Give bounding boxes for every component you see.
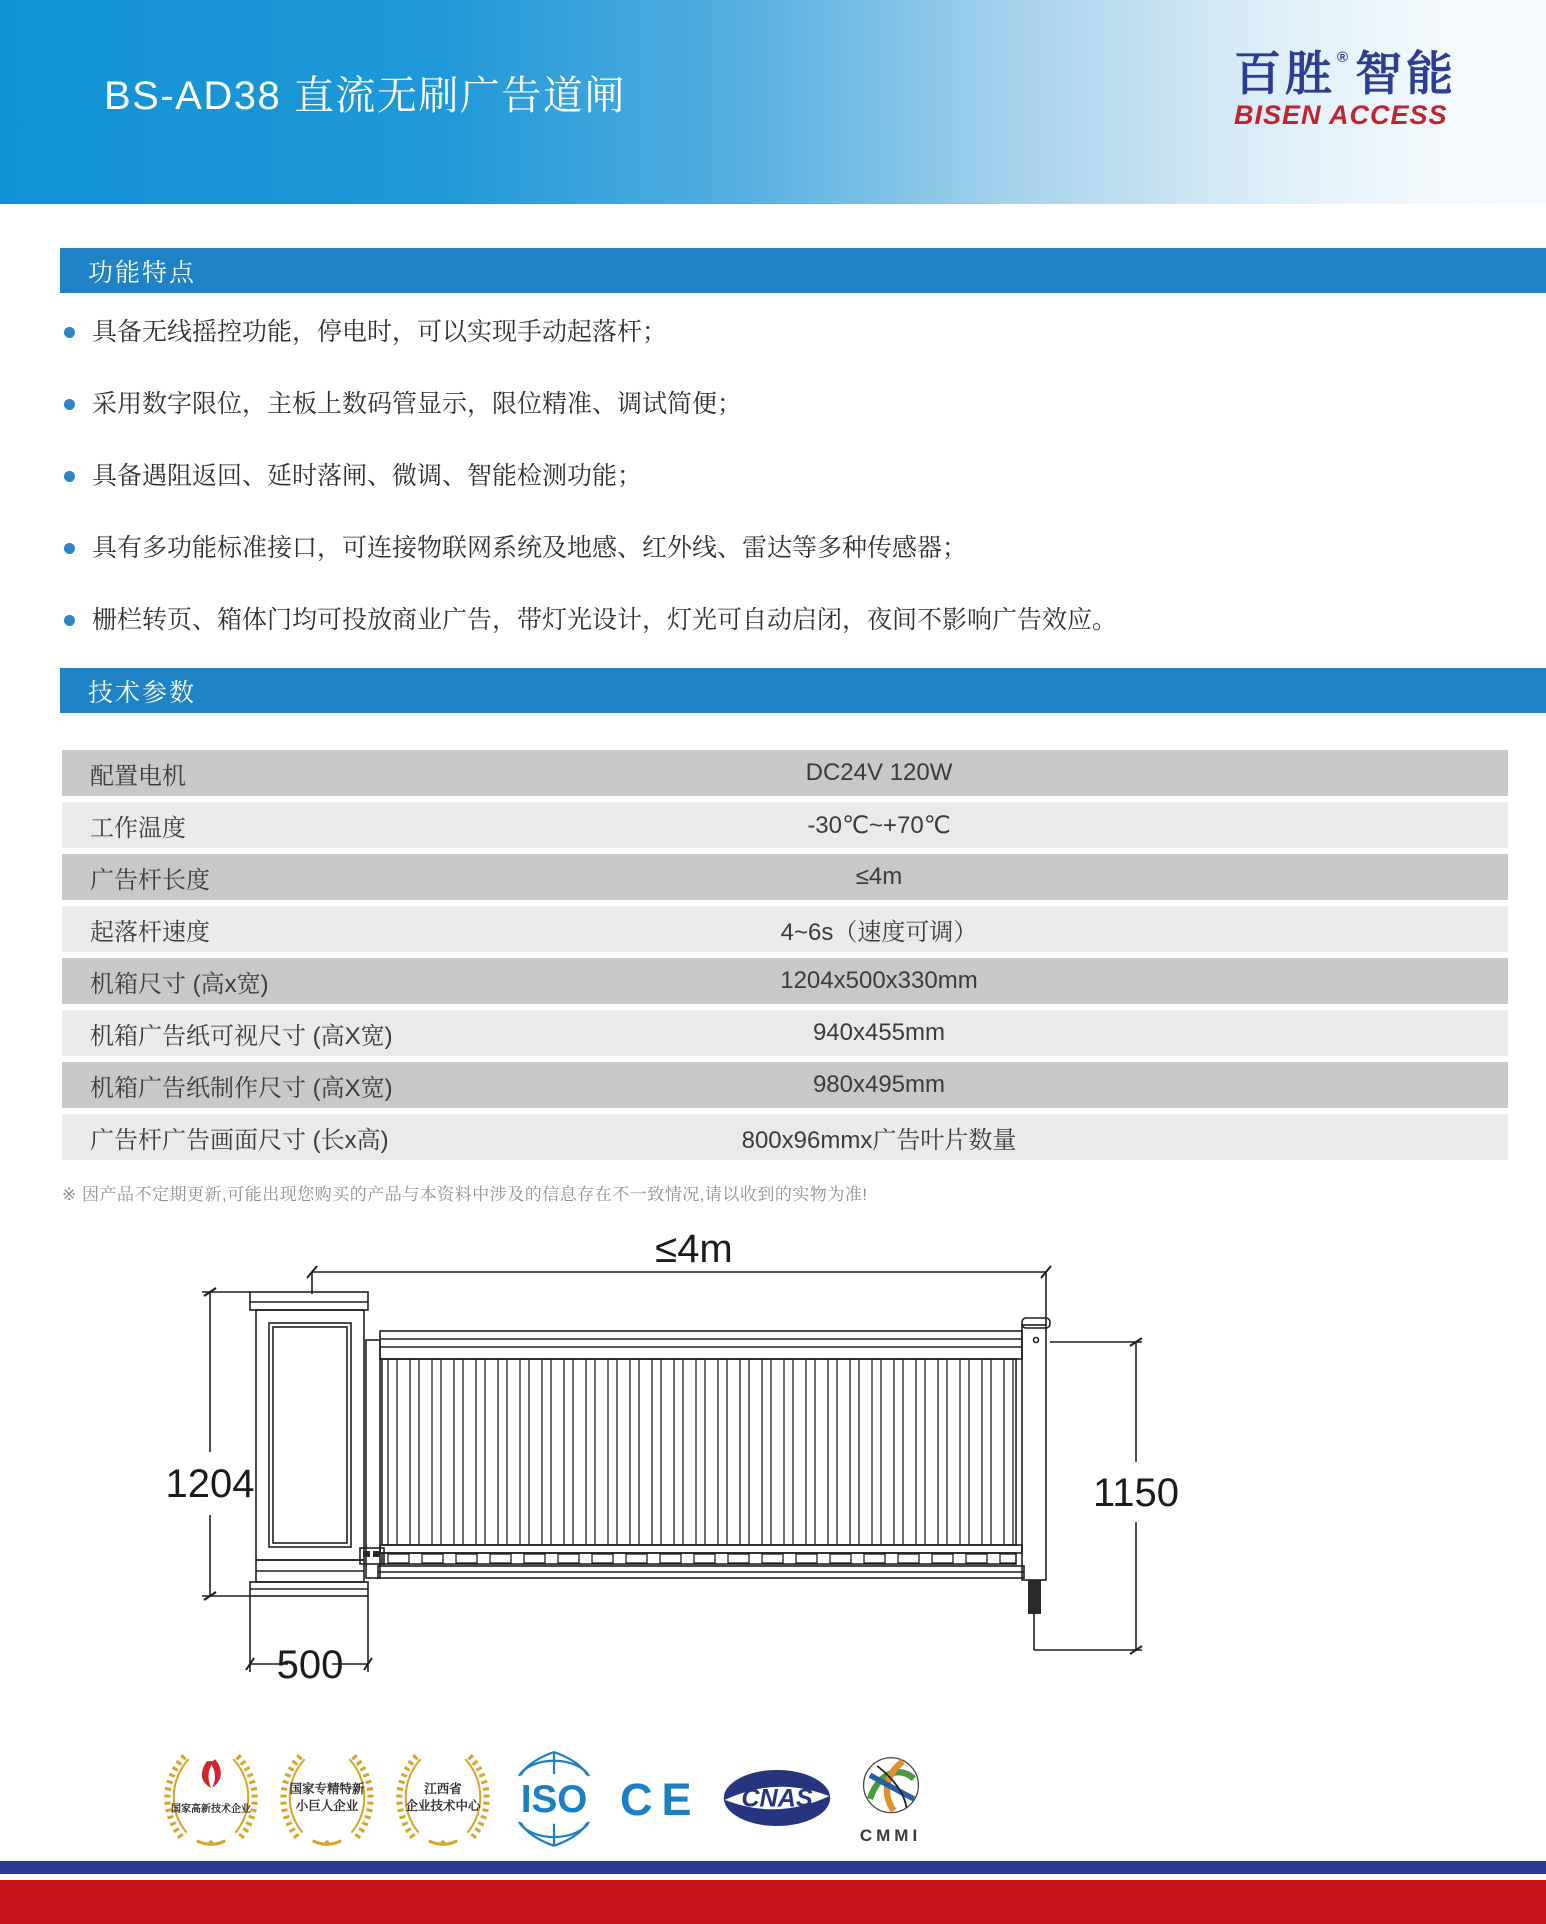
cert-national-hitech-badge <box>160 1747 262 1853</box>
list-item: 具备无线摇控功能，停电时，可以实现手动起落杆； <box>64 315 1484 350</box>
table-row: 广告杆广告画面尺寸 (长x高) 800x96mmx广告叶片数量 <box>62 1114 1508 1160</box>
spec-table <box>62 750 1508 1166</box>
registered-mark-icon: ® <box>1337 49 1353 66</box>
cert-label: 国家高新技术企业 <box>171 1804 251 1815</box>
brand-logo-en: BISEN ACCESS <box>1234 100 1448 130</box>
dim-cabinet-height: 1204 <box>165 1462 255 1506</box>
specs-heading: 技术参数 <box>88 678 197 707</box>
features-list <box>64 315 1484 675</box>
iso-logo <box>508 1746 600 1855</box>
cmmi-globe-icon <box>859 1755 923 1819</box>
brand-logo-cn <box>1234 47 1534 100</box>
features-section-header <box>60 248 1546 293</box>
list-item: 采用数字限位，主板上数码管显示，限位精准、调试简便； <box>64 387 1484 422</box>
features-heading: 功能特点 <box>88 258 197 287</box>
svg-text:CNAS: CNAS <box>740 1783 813 1812</box>
dim-arm-length: ≤4m <box>655 1230 733 1271</box>
table-row: 工作温度 -30℃~+70℃ <box>62 802 1508 848</box>
page-header <box>0 0 1546 204</box>
bullet-dot-icon <box>64 399 75 410</box>
cert-label: 国家专精特新 小巨人企业 <box>289 1782 365 1813</box>
brand-zh-right: 智能 <box>1355 47 1458 100</box>
iso-globe-icon <box>508 1746 600 1850</box>
footer-navy-stripe <box>0 1861 1546 1874</box>
flame-icon <box>202 1759 221 1788</box>
cmmi-logo <box>847 1755 935 1846</box>
list-item: 具有多功能标准接口，可连接物联网系统及地感、红外线、雷达等多种传感器； <box>64 531 1484 566</box>
bullet-dot-icon <box>64 327 75 338</box>
disclaimer-note: ※ 因产品不定期更新,可能出现您购买的产品与本资料中涉及的信息存在不一致情况,请以收到的实物为准! <box>62 1185 868 1204</box>
cert-little-giant-badge <box>276 1747 378 1853</box>
cnas-logo <box>721 1767 833 1834</box>
brand-zh-left: 百胜 <box>1234 47 1336 100</box>
specs-section-header <box>60 668 1546 713</box>
cert-tech-center-badge <box>392 1747 494 1853</box>
footer-red-stripe <box>0 1880 1546 1924</box>
dim-cabinet-width: 500 <box>276 1643 344 1687</box>
dim-boom-height: 1150 <box>1092 1471 1180 1515</box>
list-item: 具备遇阻返回、延时落闸、微调、智能检测功能； <box>64 459 1484 494</box>
svg-text:ISO: ISO <box>520 1777 588 1821</box>
table-row: 机箱广告纸制作尺寸 (高X宽) 980x495mm <box>62 1062 1508 1108</box>
cert-label: 江西省 企业技术中心 <box>405 1782 481 1813</box>
table-row: 起落杆速度 4~6s（速度可调） <box>62 906 1508 952</box>
barrier-gate-drawing <box>0 1230 1546 1700</box>
table-row: 配置电机 DC24V 120W <box>62 750 1508 796</box>
list-item: 栅栏转页、箱体门均可投放商业广告，带灯光设计，灯光可自动启闭，夜间不影响广告效应。 <box>64 603 1484 638</box>
table-row: 广告杆长度 ≤4m <box>62 854 1508 900</box>
laurel-wreath-icon <box>160 1747 262 1853</box>
certifications-row <box>160 1742 935 1858</box>
bullet-dot-icon <box>64 471 75 482</box>
page-title: BS-AD38 直流无刷广告道闸 <box>104 74 626 118</box>
table-row: 机箱广告纸可视尺寸 (高X宽) 940x455mm <box>62 1010 1508 1056</box>
bullet-dot-icon <box>64 543 75 554</box>
ce-mark: CE <box>620 1774 701 1825</box>
table-row: 机箱尺寸 (高x宽) 1204x500x330mm <box>62 958 1508 1004</box>
cert-label: CMMI <box>859 1825 922 1845</box>
bullet-dot-icon <box>64 615 75 626</box>
brand-logo <box>1234 47 1534 130</box>
cnas-ellipse-icon <box>721 1767 833 1829</box>
